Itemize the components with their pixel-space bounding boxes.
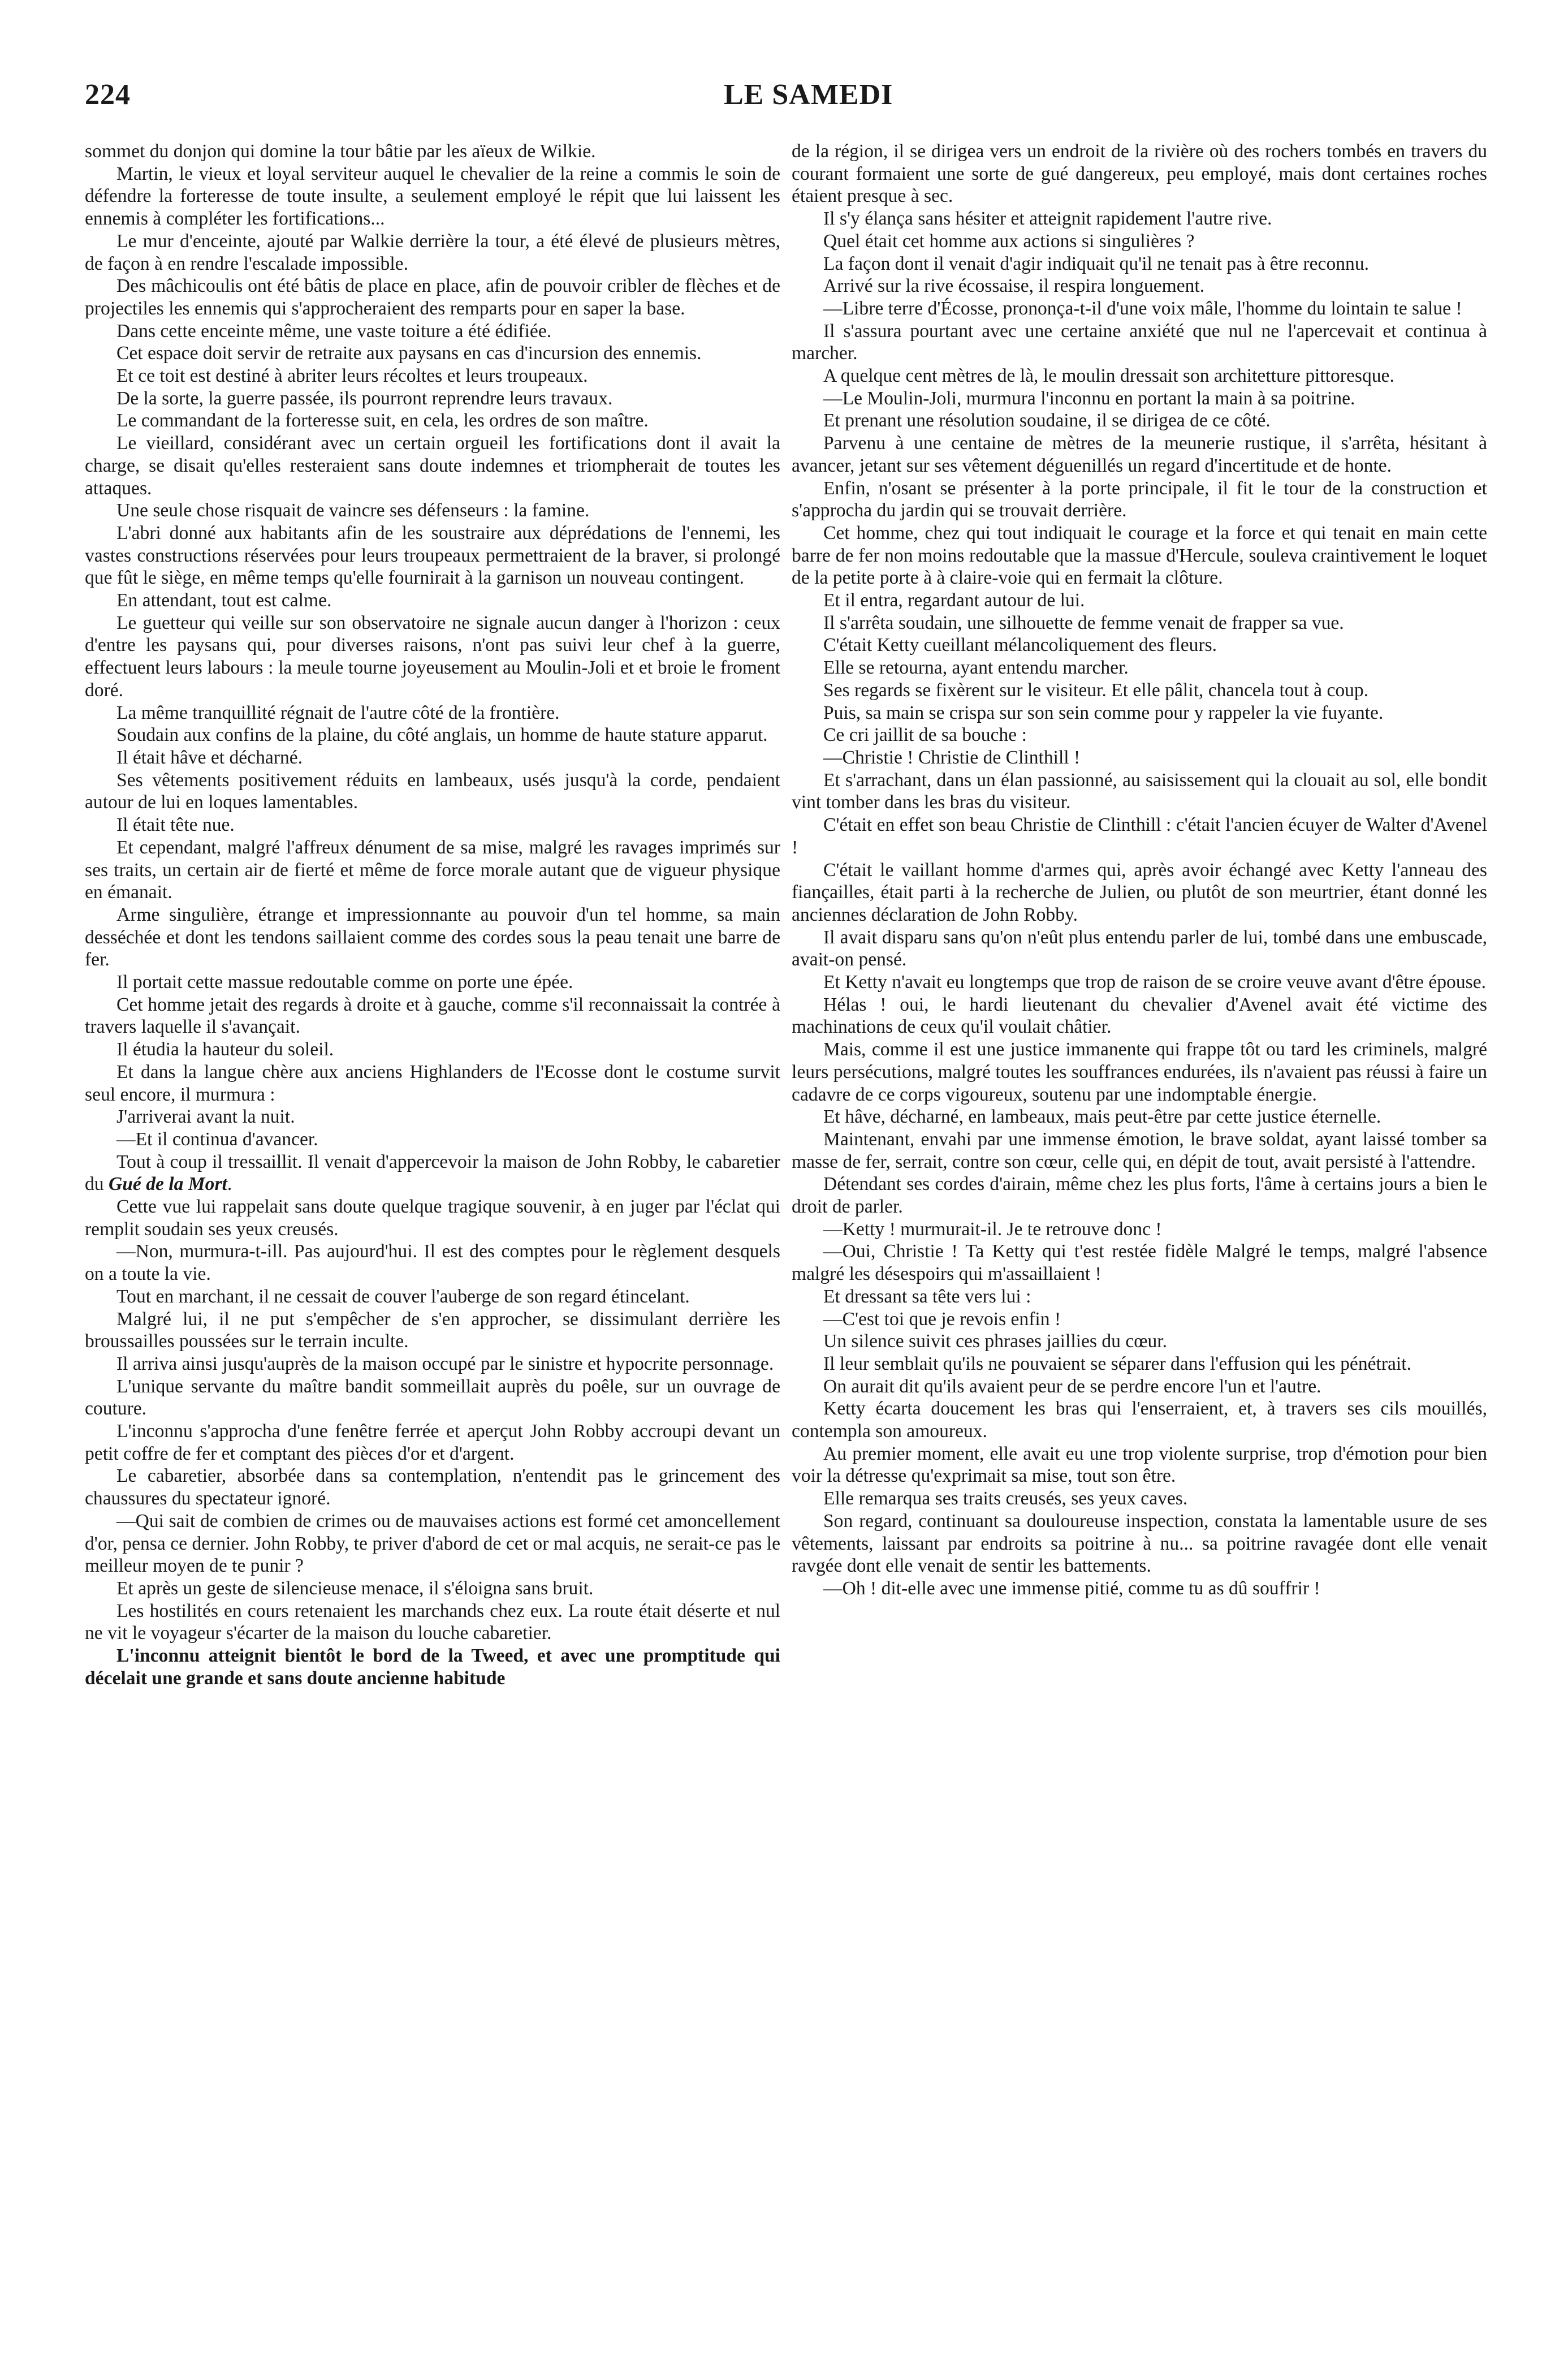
- paragraph: Le mur d'enceinte, ajouté par Walkie derrière la tour, a été élevé de plusieurs mètres, de façon à en rendre l'escalade impossible.: [85, 230, 780, 274]
- journal-title: LE SAMEDI: [724, 79, 893, 111]
- paragraph: Le cabaretier, absorbée dans sa contemplation, n'entendit pas le grincement des chaussures du spectateur ignoré.: [85, 1465, 780, 1509]
- paragraph: Cet homme, chez qui tout indiquait le courage et la force et qui tenait en main cette barre de fer non moins redoutable que la massue d'Hercule, souleva craintivement le loquet de la petite porte à à claire-voie qui en fermait la clôture.: [792, 522, 1487, 589]
- paragraph: Et il entra, regardant autour de lui.: [823, 590, 1085, 611]
- paragraph: La façon dont il venait d'agir indiquait qu'il ne tenait pas à être reconnu.: [823, 253, 1370, 274]
- paragraph: Et Ketty n'avait eu longtemps que trop de raison de se croire veuve avant d'être épouse.: [823, 972, 1487, 993]
- italic-name: Gué de la Mort: [108, 1174, 227, 1195]
- paragraph: de la région, il se dirigea vers un endroit de la rivière où des rochers tombés en travers du courant formaient une sorte de gué dangereux, peu employé, mais dont certaines roches étaient presque à sec.: [792, 141, 1487, 207]
- paragraph: —Non, murmura-t-ill. Pas aujourd'hui. Il est des comptes pour le règlement desquels on a toute la vie.: [85, 1241, 780, 1285]
- paragraph: sommet du donjon qui domine la tour bâtie par les aïeux de Wilkie.: [85, 141, 596, 162]
- paragraph: Cette vue lui rappelait sans doute quelque tragique souvenir, à en juger par l'éclat qui remplit soudain ses yeux creusés.: [85, 1196, 780, 1240]
- paragraph: —Le Moulin-Joli, murmura l'inconnu en portant la main à sa poitrine.: [823, 387, 1355, 409]
- paragraph: —Ketty ! murmurait-il. Je te retrouve donc !: [823, 1218, 1162, 1240]
- paragraph: Martin, le vieux et loyal serviteur auquel le chevalier de la reine a commis le soin de défendre la forteresse de toute insulte, a seulement employé le répit que lui laissent les ennemis à compléter les fortifications...: [85, 163, 780, 230]
- page-number: 224: [85, 79, 131, 111]
- paragraph: Arme singulière, étrange et impressionnante au pouvoir d'un tel homme, sa main desséchée et dont les tendons saillaient comme des cordes sous la peau tenait une barre de fer.: [85, 904, 780, 971]
- paragraph: Tout à coup il tressaillit. Il venait d'appercevoir la maison de John Robby, le cabaretier du Gué de la Mort.: [85, 1151, 780, 1195]
- paragraph: Parvenu à une centaine de mètres de la meunerie rustique, il s'arrêta, hésitant à avancer, jetant sur ses vêtement déguenillés un regard d'incertitude et de honte.: [792, 433, 1487, 476]
- paragraph: Il était hâve et décharné.: [116, 747, 303, 768]
- paragraph: Et prenant une résolution soudaine, il se dirigea de ce côté.: [823, 410, 1271, 432]
- paragraph: Il étudia la hauteur du soleil.: [116, 1039, 334, 1060]
- paragraph: —Qui sait de combien de crimes ou de mauvaises actions est formé cet amoncellement d'or, pensa ce dernier. John Robby, te priver d'abord de cet or mal acquis, ne serait-ce pas le meilleur moyen de te punir ?: [85, 1510, 780, 1577]
- paragraph: A quelque cent mètres de là, le moulin dressait son architetture pittoresque.: [823, 365, 1394, 387]
- paragraph: Et après un geste de silencieuse menace, il s'éloigna sans bruit.: [116, 1578, 594, 1599]
- paragraph: —Et il continua d'avancer.: [116, 1128, 318, 1150]
- paragraph: Elle se retourna, ayant entendu marcher.: [823, 657, 1129, 679]
- paragraph: Et dans la langue chère aux anciens Highlanders de l'Ecosse dont le costume survit seul encore, il murmura :: [85, 1061, 780, 1105]
- paragraph: On aurait dit qu'ils avaient peur de se perdre encore l'un et l'autre.: [823, 1375, 1321, 1397]
- paragraph: Soudain aux confins de la plaine, du côté anglais, un homme de haute stature apparut.: [116, 724, 768, 746]
- paragraph: Il était tête nue.: [116, 814, 235, 836]
- paragraph: L'abri donné aux habitants afin de les soustraire aux déprédations de l'ennemi, les vastes constructions réservées pour leurs troupeaux permettraient de la braver, si prolongé que fût le siège, en même temps qu'elle fournirait à la garnison un nouveau contingent.: [85, 522, 780, 589]
- paragraph: Les hostilités en cours retenaient les marchands chez eux. La route était déserte et nul ne vit le voyageur s'écarter de la maison du louche cabaretier.: [85, 1600, 780, 1644]
- paragraph: C'était le vaillant homme d'armes qui, après avoir échangé avec Ketty l'anneau des fiançailles, était parti à la recherche de Julien, ou plutôt de son meurtrier, étant donné les anciennes déclaration de John Robby.: [792, 859, 1487, 925]
- paragraph: Dans cette enceinte même, une vaste toiture a été édifiée.: [116, 320, 552, 342]
- paragraph: Au premier moment, elle avait eu une trop violente surprise, trop d'émotion pour bien voir la détresse qu'exprimait sa mise, tout son être.: [792, 1443, 1487, 1487]
- paragraph: Quel était cet homme aux actions si singulières ?: [823, 230, 1195, 252]
- paragraph: C'était en effet son beau Christie de Clinthill : c'était l'ancien écuyer de Walter d'Avenel !: [792, 814, 1487, 858]
- paragraph: C'était Ketty cueillant mélancoliquement des fleurs.: [823, 635, 1217, 656]
- right-text-column: [792, 140, 1487, 1600]
- paragraph: Le guetteur qui veille sur son observatoire ne signale aucun danger à l'horizon : ceux d'entre les paysans qui, pour diverses raisons, n'ont pas suivi leur chef à la guerre, effectuent leurs labours : la meule tourne joyeusement au Moulin-Joli et et broie le froment doré.: [85, 612, 780, 701]
- paragraph: L'unique servante du maître bandit sommeillait auprès du poêle, sur un ouvrage de couture.: [85, 1375, 780, 1420]
- paragraph: Il avait disparu sans qu'on n'eût plus entendu parler de lui, tombé dans une embuscade, avait-on pensé.: [792, 926, 1487, 971]
- paragraph: Il portait cette massue redoutable comme on porte une épée.: [116, 972, 573, 993]
- paragraph: Il arriva ainsi jusqu'auprès de la maison occupé par le sinistre et hypocrite personnage.: [116, 1353, 774, 1374]
- paragraph: Puis, sa main se crispa sur son sein comme pour y rappeler la vie fuyante.: [823, 702, 1384, 723]
- paragraph: Son regard, continuant sa douloureuse inspection, constata la lamentable usure de ses vêtements, laissant par endroits sa poitrine à nu... sa poitrine ravagée dont elle venait ravgée dont elle venait de sentir les battements.: [792, 1510, 1487, 1577]
- page-header: [85, 78, 1487, 123]
- paragraph: Une seule chose risquait de vaincre ses défenseurs : la famine.: [116, 500, 590, 521]
- paragraph: Cet homme jetait des regards à droite et à gauche, comme s'il reconnaissait la contrée à travers laquelle il s'avançait.: [85, 994, 780, 1038]
- paragraph: Ses vêtements positivement réduits en lambeaux, usés jusqu'à la corde, pendaient autour de lui en loques lamentables.: [85, 769, 780, 813]
- paragraph: Malgré lui, il ne put s'empêcher de s'en approcher, se dissimulant derrière les broussailles poussées sur le terrain inculte.: [85, 1308, 780, 1352]
- paragraph: Le commandant de la forteresse suit, en cela, les ordres de son maître.: [116, 410, 649, 432]
- paragraph: Un silence suivit ces phrases jaillies du cœur.: [823, 1331, 1167, 1352]
- paragraph: Maintenant, envahi par une immense émotion, le brave soldat, ayant laissé tomber sa masse de fer, serrait, contre son cœur, celle qui, en dépit de tout, avait persisté à l'attendre.: [792, 1128, 1487, 1172]
- paragraph: Il s'arrêta soudain, une silhouette de femme venait de frapper sa vue.: [823, 612, 1344, 633]
- left-text-column: [85, 140, 780, 1690]
- paragraph: De la sorte, la guerre passée, ils pourront reprendre leurs travaux.: [116, 387, 613, 409]
- paragraph: La même tranquillité régnait de l'autre côté de la frontière.: [116, 702, 560, 723]
- paragraph: —Libre terre d'Écosse, prononça-t-il d'une voix mâle, l'homme du lointain te salue !: [823, 297, 1462, 319]
- paragraph: Des mâchicoulis ont été bâtis de place en place, afin de pouvoir cribler de flèches et de projectiles les ennemis qui s'approcheraient des remparts pour en saper la base.: [85, 275, 780, 319]
- paragraph: J'arriverai avant la nuit.: [116, 1106, 295, 1128]
- paragraph: Il s'assura pourtant avec une certaine anxiété que nul ne l'apercevait et continua à marcher.: [792, 320, 1487, 364]
- paragraph: Arrivé sur la rive écossaise, il respira longuement.: [823, 275, 1205, 297]
- paragraph: Il s'y élança sans hésiter et atteignit rapidement l'autre rive.: [823, 208, 1272, 230]
- paragraph: Cet espace doit servir de retraite aux paysans en cas d'incursion des ennemis.: [116, 343, 702, 364]
- paragraph: Ses regards se fixèrent sur le visiteur. Et elle pâlit, chancela tout à coup.: [823, 679, 1369, 701]
- paragraph: L'inconnu s'approcha d'une fenêtre ferrée et aperçut John Robby accroupi devant un petit coffre de fer et comptant des pièces d'or et d'argent.: [85, 1421, 780, 1464]
- paragraph: En attendant, tout est calme.: [116, 590, 332, 611]
- paragraph: Hélas ! oui, le hardi lieutenant du chevalier d'Avenel avait été victime des machinations de ceux qu'il voulait châtier.: [792, 994, 1487, 1038]
- paragraph: —Oh ! dit-elle avec une immense pitié, comme tu as dû souffrir !: [823, 1578, 1320, 1599]
- paragraph: Mais, comme il est une justice immanente qui frappe tôt ou tard les criminels, malgré leurs persécutions, malgré toutes les souffrances endurées, ils n'avaient pas réussi à faire un cadavre de ce corps vigoureux, soutenu par une indomptable énergie.: [792, 1039, 1487, 1105]
- paragraph: Et s'arrachant, dans un élan passionné, au saisissement qui la clouait au sol, elle bondit vint tomber dans les bras du visiteur.: [792, 769, 1487, 813]
- paragraph: Ce cri jaillit de sa bouche :: [823, 724, 1027, 746]
- paragraph: —Oui, Christie ! Ta Ketty qui t'est restée fidèle Malgré le temps, malgré l'absence malgré les désespoirs qui m'assaillaient !: [792, 1241, 1487, 1285]
- paragraph: Le vieillard, considérant avec un certain orgueil les fortifications dont il avait la charge, se disait qu'elles resteraient sans doute indemnes et triompherait de toutes les attaques.: [85, 433, 780, 499]
- paragraph: Elle remarqua ses traits creusés, ses yeux caves.: [823, 1488, 1188, 1509]
- paragraph: —Christie ! Christie de Clinthill !: [823, 747, 1081, 768]
- paragraph: Et ce toit est destiné à abriter leurs récoltes et leurs troupeaux.: [116, 365, 588, 387]
- paragraph: Tout en marchant, il ne cessait de couver l'auberge de son regard étincelant.: [116, 1286, 690, 1307]
- paragraph: L'inconnu atteignit bientôt le bord de la Tweed, et avec une promptitude qui décelait une grande et sans doute ancienne habitude: [85, 1645, 780, 1689]
- paragraph: Ketty écarta doucement les bras qui l'enserraient, et, à travers ses cils mouillés, contempla son amoureux.: [792, 1398, 1487, 1442]
- paragraph: Et dressant sa tête vers lui :: [823, 1286, 1031, 1307]
- paragraph: Et hâve, décharné, en lambeaux, mais peut-être par cette justice éternelle.: [823, 1106, 1381, 1128]
- paragraph: Détendant ses cordes d'airain, même chez les plus forts, l'âme à certains jours a bien le droit de parler.: [792, 1174, 1487, 1218]
- paragraph: Enfin, n'osant se présenter à la porte principale, il fit le tour de la construction et s'approcha du jardin qui se trouvait derrière.: [792, 477, 1487, 521]
- paragraph: Et cependant, malgré l'affreux dénument de sa mise, malgré les ravages imprimés sur ses traits, un certain air de fierté et même de force morale autant que de vigueur physique en émanait.: [85, 836, 780, 903]
- paragraph: Il leur semblait qu'ils ne pouvaient se séparer dans l'effusion qui les pénétrait.: [823, 1353, 1411, 1374]
- paragraph: —C'est toi que je revois enfin !: [823, 1308, 1061, 1330]
